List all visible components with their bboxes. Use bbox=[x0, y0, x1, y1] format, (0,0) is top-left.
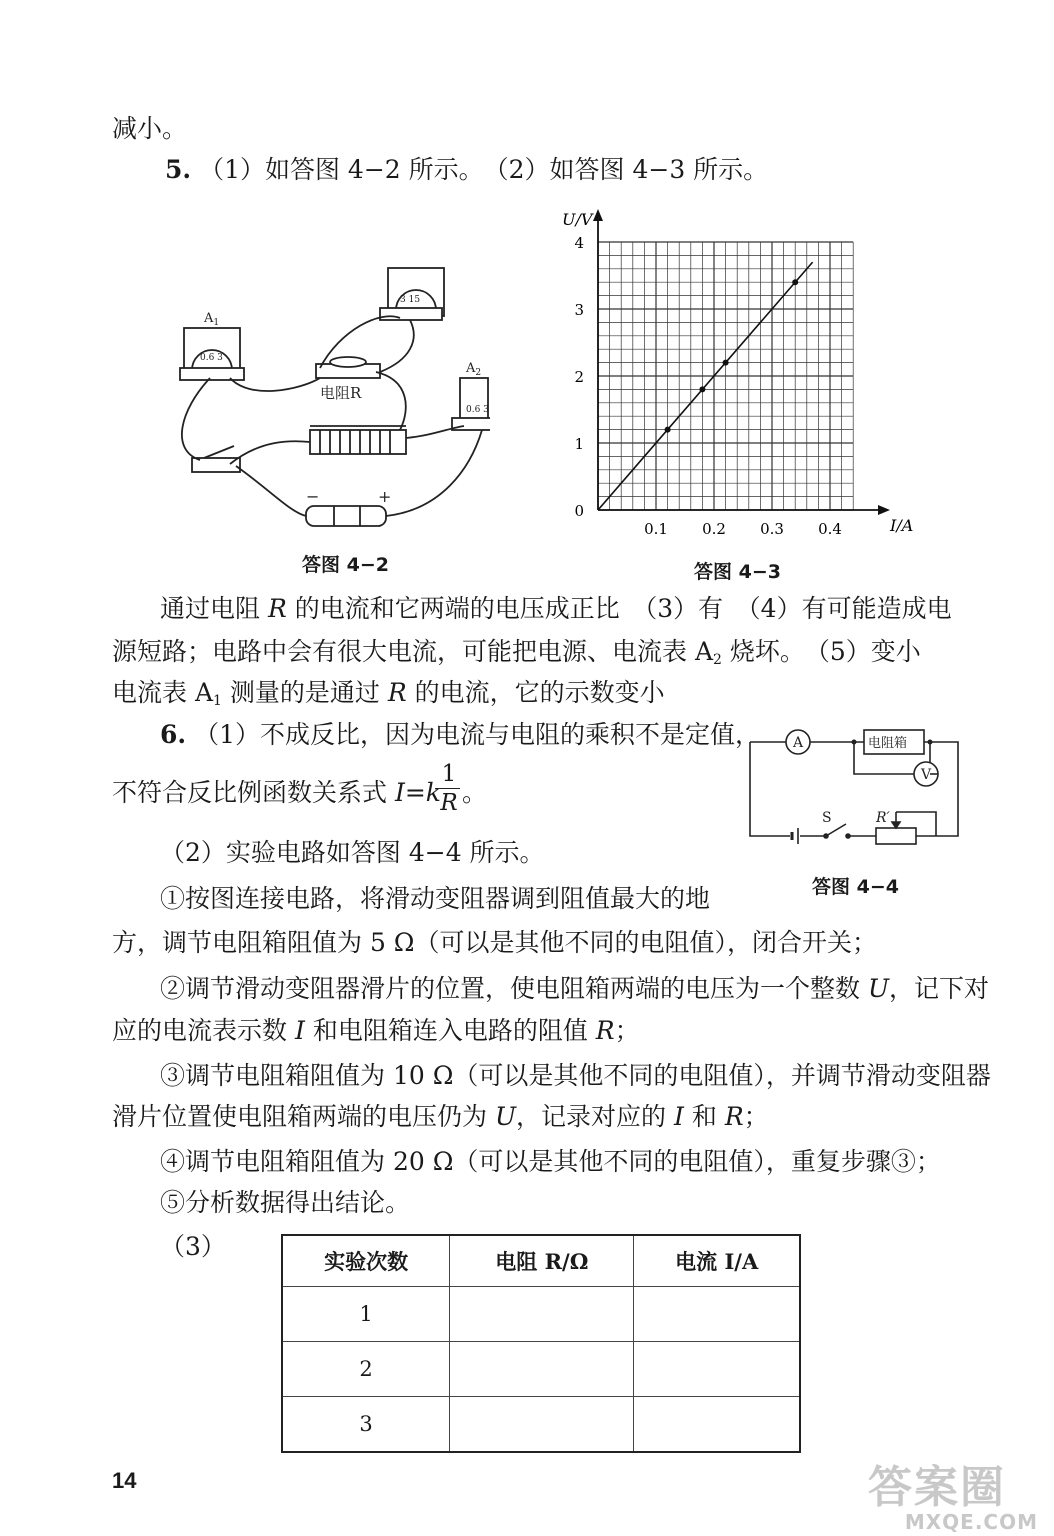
q6-line10: ④调节电阻箱阻值为 20 Ω（可以是其他不同的电阻值），重复步骤③； bbox=[160, 1147, 941, 1176]
battery-plus: + bbox=[378, 487, 392, 506]
x-axis-arrow-icon bbox=[878, 505, 890, 515]
x-tick-label: 0.3 bbox=[760, 520, 784, 538]
data-point bbox=[665, 427, 671, 433]
table-cell: 2 bbox=[282, 1342, 450, 1397]
ammeter-label: A bbox=[793, 735, 804, 751]
figure-4-4-circuit bbox=[740, 720, 970, 850]
table-cell bbox=[450, 1397, 634, 1453]
text: ； bbox=[614, 1016, 640, 1045]
q6-line3: （2）实验电路如答图 4−4 所示。 bbox=[160, 838, 545, 867]
label-a2: $A_2$ bbox=[466, 361, 482, 378]
period: 。 bbox=[462, 778, 488, 807]
watermark-text: 答案圈 bbox=[868, 1462, 1006, 1513]
meter-scale: 3 15 bbox=[400, 295, 421, 305]
figure-4-2-caption: 答图 4−2 bbox=[302, 554, 389, 576]
var-u: U bbox=[494, 1102, 517, 1131]
resistance-box-label: 电阻箱 bbox=[868, 736, 908, 751]
var-r: R bbox=[387, 678, 407, 707]
q6-line2 bbox=[112, 776, 441, 810]
table-cell: 3 bbox=[282, 1397, 450, 1453]
q6-line4: ①按图连接电路，将滑动变阻器调到阻值最大的地 bbox=[160, 884, 711, 913]
data-table bbox=[281, 1234, 801, 1453]
figure-4-3-chart bbox=[560, 205, 930, 545]
table-header: 电流 I/A bbox=[634, 1235, 800, 1287]
text: 测量的是通过 bbox=[229, 678, 380, 707]
y-tick-label: 3 bbox=[574, 301, 584, 319]
q5-conclusion-line3 bbox=[112, 676, 665, 718]
subscript: 1 bbox=[213, 693, 222, 709]
watermark-url: MXQE.COM bbox=[904, 1510, 1038, 1534]
table-cell bbox=[634, 1342, 800, 1397]
fraction-numerator: 1 bbox=[441, 761, 457, 787]
data-point bbox=[792, 279, 798, 285]
switch-label: S bbox=[822, 810, 832, 826]
text: （1）不成反比，因为电流与电阻的乘积不是定值， bbox=[194, 720, 760, 749]
rheostat-symbol-icon bbox=[876, 828, 916, 844]
text: 和电阻箱连入电路的阻值 bbox=[312, 1016, 588, 1045]
q5-conclusion-line2 bbox=[112, 635, 921, 677]
chart-axes bbox=[593, 209, 890, 515]
text: ，记录对应的 bbox=[516, 1102, 667, 1131]
x-tick-label: 0.4 bbox=[818, 520, 842, 538]
y-tick-label: 2 bbox=[574, 368, 584, 386]
table-cell bbox=[634, 1397, 800, 1453]
label-resistor-r: 电阻R bbox=[320, 384, 362, 402]
battery-minus: − bbox=[306, 487, 320, 506]
text: 滑片位置使电阻箱两端的电压仍为 bbox=[112, 1102, 488, 1131]
fraction bbox=[438, 760, 460, 817]
q6-line9 bbox=[112, 1100, 769, 1134]
y-axis-arrow-icon bbox=[593, 209, 603, 221]
q5-conclusion-line1 bbox=[160, 592, 952, 626]
table-header: 电阻 R/Ω bbox=[450, 1235, 634, 1287]
fraction-denominator: R bbox=[438, 788, 460, 817]
var-i: I bbox=[294, 1016, 305, 1045]
text: ②调节滑动变阻器滑片的位置，使电阻箱两端的电压为一个整数 bbox=[160, 974, 861, 1003]
text: 不符合反比例函数关系式 bbox=[112, 778, 388, 807]
q6-line5: 方，调节电阻箱阻值为 5 Ω（可以是其他不同的电阻值），闭合开关； bbox=[112, 928, 878, 957]
q6-line7 bbox=[112, 1014, 640, 1048]
chart-grid bbox=[598, 242, 853, 510]
text: 烧坏。 （5）变小 bbox=[729, 637, 921, 666]
figure-4-2-circuit bbox=[170, 250, 490, 540]
subscript: 2 bbox=[713, 652, 722, 668]
table-cell bbox=[634, 1287, 800, 1342]
battery-icon bbox=[306, 506, 386, 526]
text: ； bbox=[743, 1102, 769, 1131]
x-tick-label: 0.1 bbox=[644, 520, 668, 538]
watermark-logo bbox=[868, 1462, 1038, 1534]
data-point bbox=[699, 386, 705, 392]
var-r: R bbox=[724, 1102, 744, 1131]
table-row bbox=[282, 1397, 800, 1453]
figure-4-3-caption: 答图 4−3 bbox=[694, 561, 781, 583]
label-a1: $A_1$ bbox=[204, 311, 220, 328]
rheostat-icon bbox=[310, 430, 406, 454]
figure-4-4-caption: 答图 4−4 bbox=[812, 876, 899, 898]
q6-line6 bbox=[160, 972, 989, 1006]
text: ，记下对 bbox=[889, 974, 990, 1003]
fit-line bbox=[598, 262, 813, 510]
table-cell bbox=[450, 1342, 634, 1397]
question-number: 5. bbox=[165, 155, 192, 184]
line-1: 减小。 bbox=[112, 114, 188, 143]
table-cell bbox=[450, 1287, 634, 1342]
q6-line8: ③调节电阻箱阻值为 10 Ω（可以是其他不同的电阻值），并调节滑动变阻器 bbox=[160, 1061, 991, 1090]
var-r: R bbox=[595, 1016, 615, 1045]
var-r: R bbox=[267, 594, 287, 623]
text: 和 bbox=[691, 1102, 717, 1131]
q6-line1 bbox=[160, 718, 760, 752]
rheostat-label: R′ bbox=[876, 810, 890, 826]
formula: I=k bbox=[394, 778, 441, 807]
q6-line11: ⑤分析数据得出结论。 bbox=[160, 1188, 411, 1217]
meter-scale: 0.6 3 bbox=[466, 405, 489, 415]
question-number: 6. bbox=[160, 720, 187, 749]
page-number: 14 bbox=[112, 1468, 137, 1493]
question-5-header bbox=[165, 153, 768, 187]
text: 的电流和它两端的电压成正比 （3）有 （4）有可能造成电 bbox=[294, 594, 952, 623]
table-header-row bbox=[282, 1235, 800, 1287]
y-tick-label: 0 bbox=[574, 502, 584, 520]
y-tick-label: 1 bbox=[574, 435, 584, 453]
table-cell: 1 bbox=[282, 1287, 450, 1342]
var-u: U bbox=[867, 974, 890, 1003]
y-tick-label: 4 bbox=[574, 234, 584, 252]
meter-scale: 0.6 3 bbox=[200, 353, 223, 363]
table-row bbox=[282, 1287, 800, 1342]
table-row bbox=[282, 1342, 800, 1397]
question-5-text: （1）如答图 4−2 所示。 （2）如答图 4−3 所示。 bbox=[199, 155, 769, 184]
table-header: 实验次数 bbox=[282, 1235, 450, 1287]
text: 的电流，它的示数变小 bbox=[414, 678, 665, 707]
q6-line12: （3） bbox=[160, 1232, 226, 1261]
text: 电流表 A bbox=[112, 678, 214, 707]
y-axis-label: U/V bbox=[562, 210, 593, 229]
data-point bbox=[723, 360, 729, 366]
var-i: I bbox=[674, 1102, 684, 1131]
text: 通过电阻 bbox=[160, 594, 261, 623]
chart-ticks bbox=[574, 234, 841, 538]
text: 源短路；电路中会有很大电流，可能把电源、电流表 A bbox=[112, 637, 714, 666]
voltmeter-label: V bbox=[921, 767, 932, 783]
chart-series bbox=[598, 262, 813, 510]
x-axis-label: I/A bbox=[890, 516, 914, 535]
x-tick-label: 0.2 bbox=[702, 520, 726, 538]
text: 应的电流表示数 bbox=[112, 1016, 288, 1045]
